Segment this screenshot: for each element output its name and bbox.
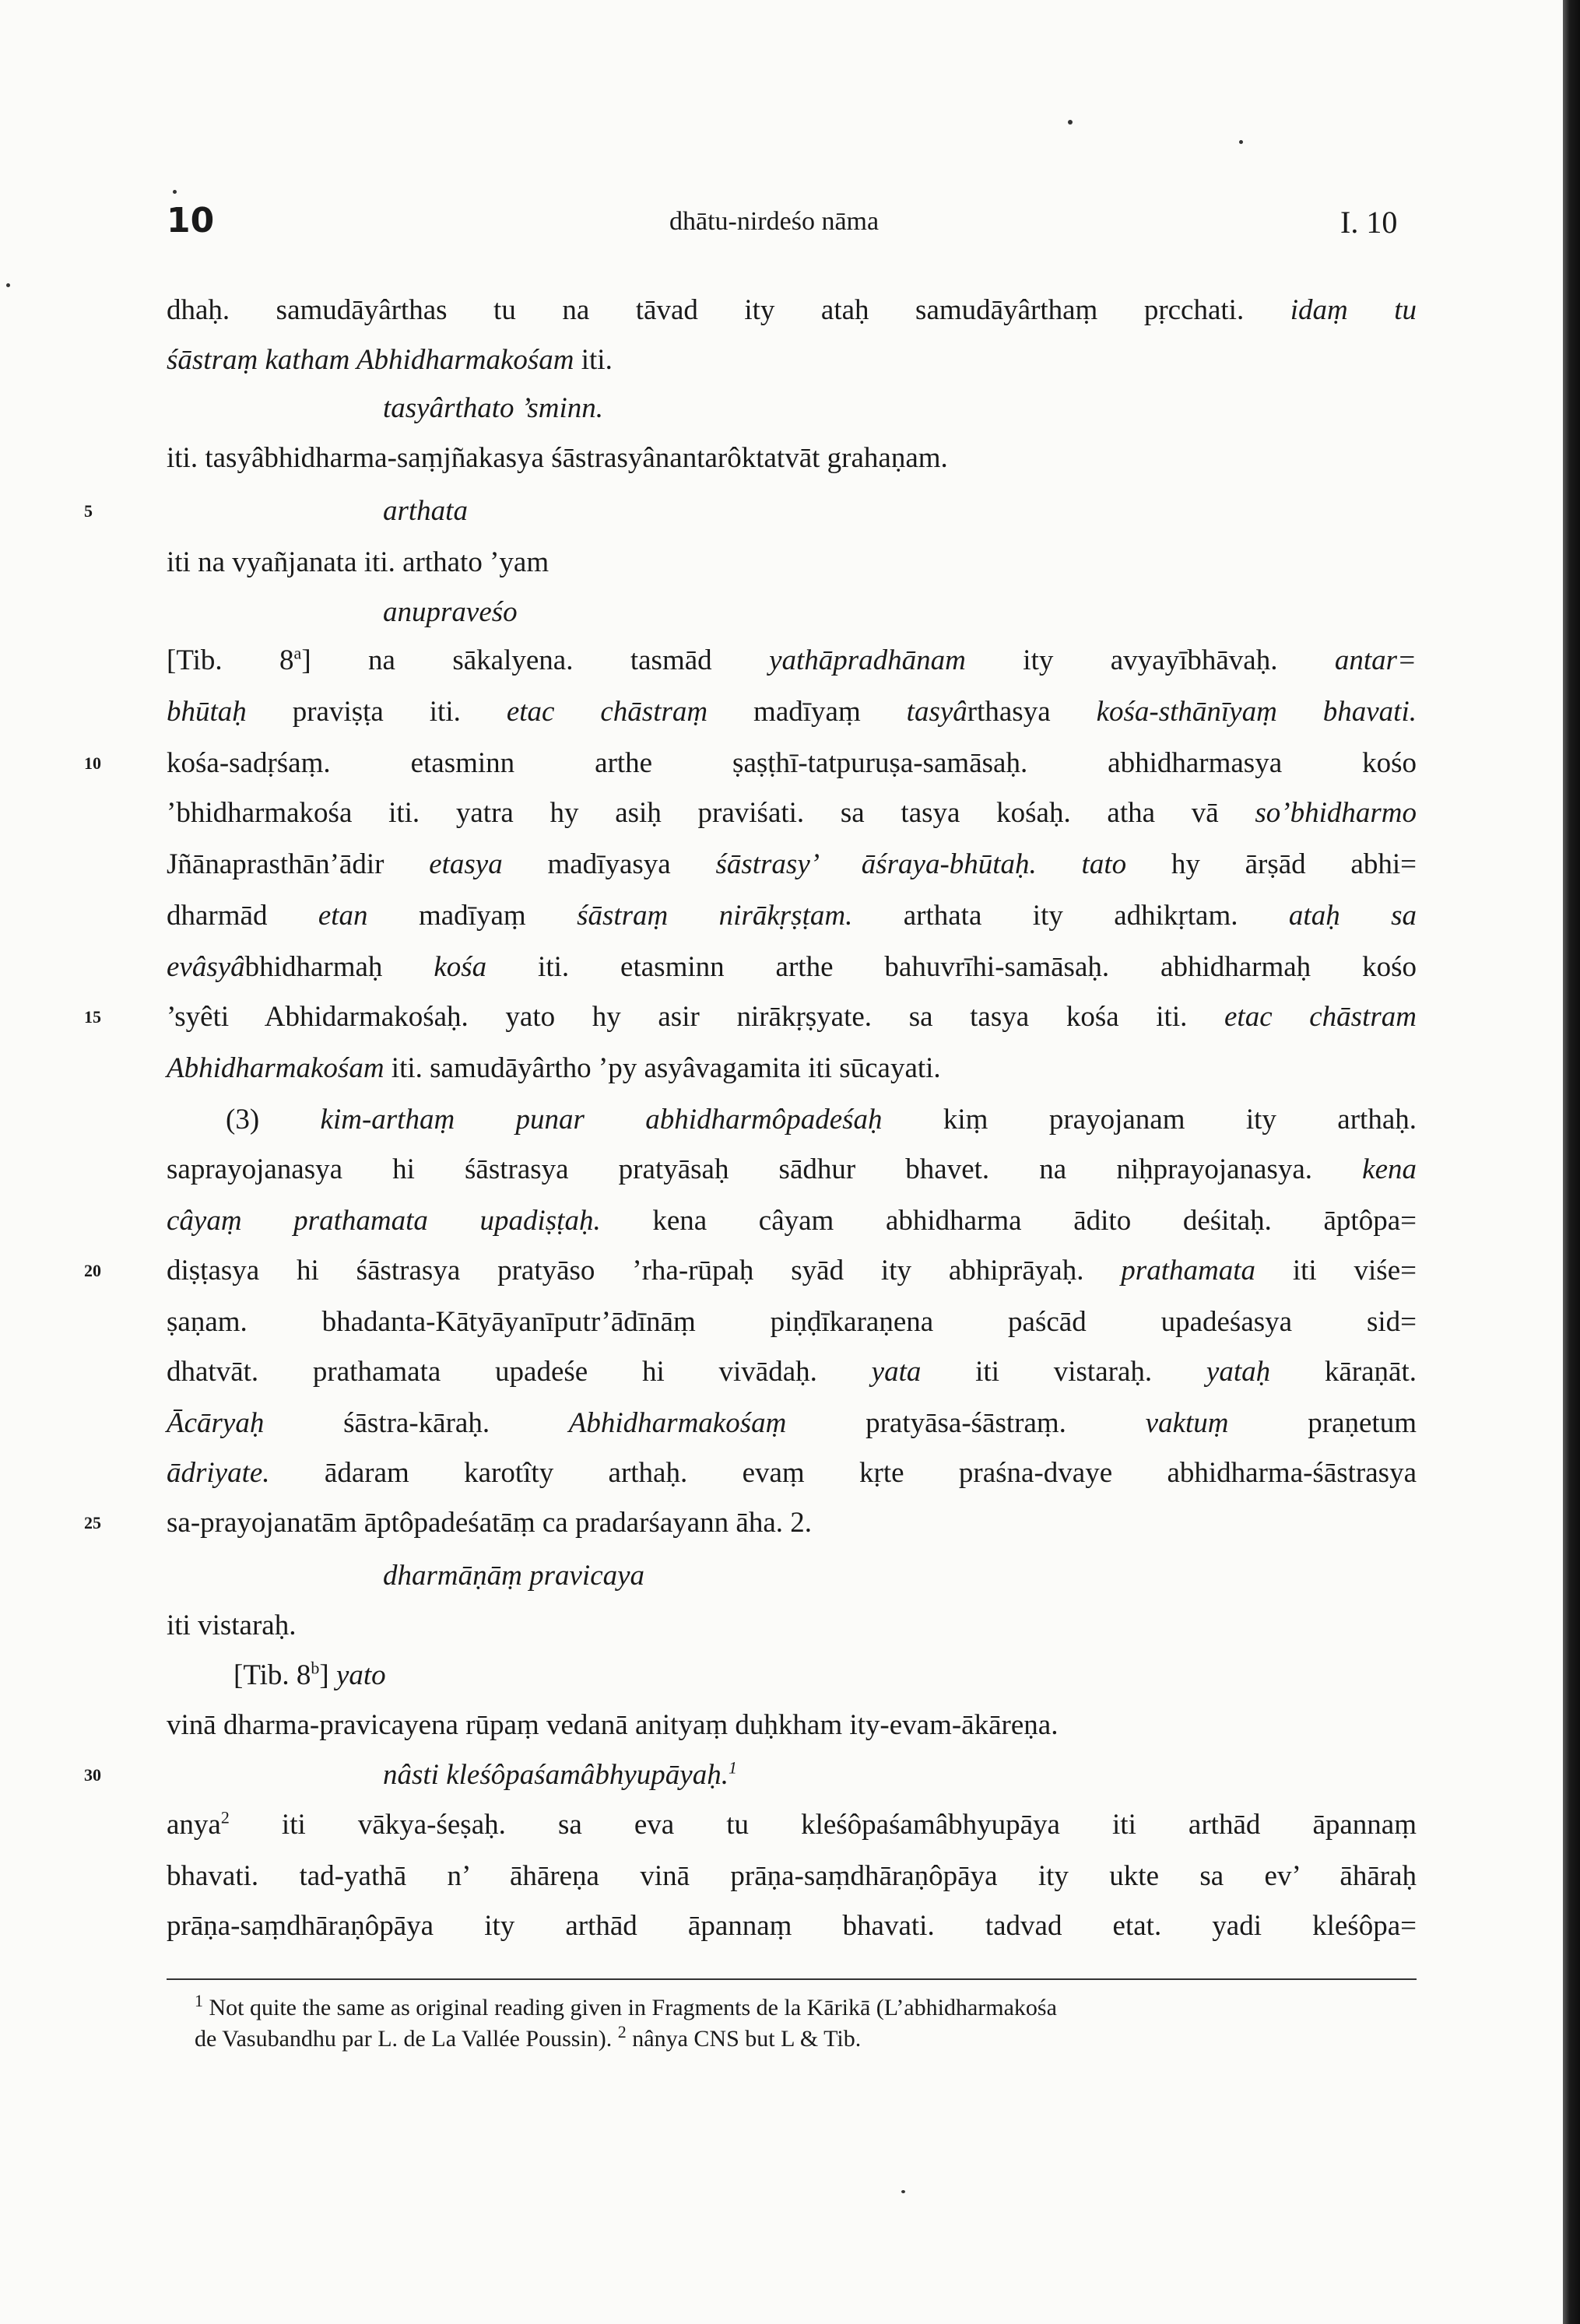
text-line: dhaḥ. samudāyârthas tu na tāvad ity ataḥ samudāyârthaṃ pṛcchati. idaṃ tu [167,294,1417,326]
verse-line: dharmāṇāṃ pravicaya [383,1560,645,1592]
footnote-2: de Vasubandhu par L. de La Vallée Poussin). $^2$ nânya CNS but L & Tib. [195,2022,862,2052]
section-reference: I. 10 [1340,205,1398,240]
text-line: dhatvāt. prathamata upadeśe hi vivādaḥ. yata iti vistaraḥ. yataḥ kāraṇāt. [167,1356,1417,1388]
page-number: 10 [167,201,215,240]
line-number-20: 20 [84,1261,101,1280]
text-line: iti na vyañjanata iti. arthato ’yam [167,546,549,578]
text-line: prāṇa-saṃdhāraṇôpāya ity arthād āpannaṃ bhavati. tadvad etat. yadi kleśôpa= [167,1910,1417,1942]
text-line: kośa-sadṛśaṃ. etasminn arthe ṣaṣṭhī-tatpuruṣa-samāsaḥ. abhidharmasya kośo [167,747,1417,779]
text-line: saprayojanasya hi śāstrasya pratyāsaḥ sādhur bhavet. na niḥprayojanasya. kena [167,1153,1417,1185]
scan-speck [1239,140,1243,144]
text-line: vinā dharma-pravicayena rūpaṃ vedanā anityaṃ duḥkham ity-evam-ākāreṇa. [167,1709,1059,1741]
running-title: dhātu-nirdeśo nāma [669,207,880,236]
text-line: ādriyate. ādaram karotîty arthaḥ. evaṃ kṛte praśna-dvaye abhidharma-śāstrasya [167,1457,1417,1489]
book-spine-shadow [1563,0,1580,2324]
verse-line: anupraveśo [383,596,518,628]
line-number-25: 25 [84,1513,101,1532]
text-line: [Tib. 8$^a$] na sākalyena. tasmād yathāpradhānam ity avyayībhāvaḥ. antar= [167,643,1417,676]
text-line: anya$^2$ iti vākya-śeṣaḥ. sa eva tu kleśôpaśamâbhyupāya iti arthād āpannaṃ [167,1807,1417,1841]
text-line: diṣṭasya hi śāstrasya pratyāso ’rha-rūpaḥ syād ity abhiprāyaḥ. prathamata iti viśe= [167,1255,1417,1287]
text-line: câyaṃ prathamata upadiṣṭaḥ. kena câyam abhidharma ādito deśitaḥ. āptôpa= [167,1205,1417,1237]
text-line: dharmād etan madīyaṃ śāstraṃ nirākṛṣṭam. arthata ity adhikṛtam. ataḥ sa [167,900,1417,932]
text-line: Jñānaprasthān’ādir etasya madīyasya śāstrasy’ āśraya-bhūtaḥ. tato hy ārṣād abhi= [167,848,1417,880]
verse-line: arthata [383,495,468,527]
scan-speck [173,190,177,194]
text-line: (3) kim-arthaṃ punar abhidharmôpadeśaḥ kiṃ prayojanam ity arthaḥ. [226,1104,1417,1136]
text-line: evâsyâbhidharmaḥ kośa iti. etasminn arthe bahuvrīhi-samāsaḥ. abhidharmaḥ kośo [167,951,1417,983]
text-line: sa-prayojanatām āptôpadeśatāṃ ca pradarśayann āha. 2. [167,1507,813,1539]
line-number-30: 30 [84,1765,101,1785]
scan-speck [6,283,10,287]
text-line: bhūtaḥ praviṣṭa iti. etac chāstraṃ madīyaṃ tasyârthasya kośa-sthānīyaṃ bhavati. [167,696,1417,728]
footnote-1: $^1$ Not quite the same as original reading given in Fragments de la Kārikā (L’abhidharmakośa [195,1991,1057,2020]
text-line: śāstraṃ katham Abhidharmakośam iti. [167,344,613,376]
text-line: Abhidharmakośam iti. samudāyârtho ’py asyâvagamita iti sūcayati. [167,1052,941,1084]
line-number-10: 10 [84,753,101,773]
text-line: bhavati. tad-yathā n’ āhāreṇa vinā prāṇa-saṃdhāraṇôpāya ity ukte sa ev’ āhāraḥ [167,1860,1417,1892]
text-line: Ācāryaḥ śāstra-kāraḥ. Abhidharmakośaṃ pratyāsa-śāstraṃ. vaktuṃ praṇetum [167,1407,1417,1439]
verse-line: tasyârthato ’sminn. [383,392,604,424]
text-line: ’syêti Abhidarmakośaḥ. yato hy asir nirākṛṣyate. sa tasya kośa iti. etac chāstram [167,1001,1417,1033]
text-line: [Tib. 8$^b$] yato [233,1658,386,1691]
footnote-rule [167,1978,1417,1980]
verse-line: nâsti kleśôpaśamâbhyupāyaḥ.$^1$ [383,1757,737,1791]
text-line: ’bhidharmakośa iti. yatra hy asiḥ praviśati. sa tasya kośaḥ. atha vā so’bhidharmo [167,797,1417,829]
text-line: ṣaṇam. bhadanta-Kātyāyanīputr’ādīnāṃ piṇḍīkaraṇena paścād upadeśasya sid= [167,1306,1417,1338]
scan-speck [1068,120,1073,125]
scan-speck [901,2190,905,2193]
line-number-5: 5 [84,501,93,521]
line-number-15: 15 [84,1007,101,1027]
text-line: iti. tasyâbhidharma-saṃjñakasya śāstrasyânantarôktatvāt grahaṇam. [167,442,948,474]
text-line: iti vistaraḥ. [167,1610,297,1641]
